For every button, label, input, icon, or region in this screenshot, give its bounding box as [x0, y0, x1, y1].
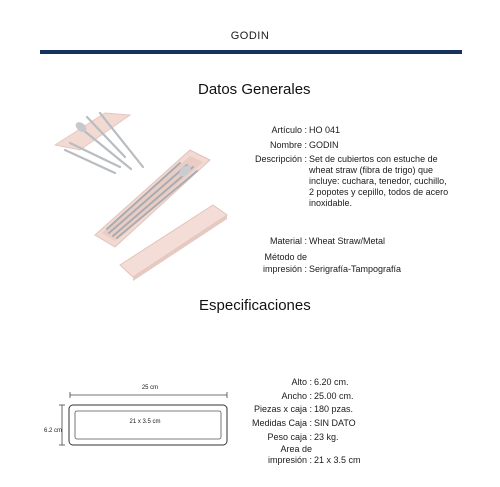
value-ancho: 25.00 cm.	[314, 391, 354, 401]
value-piezas: 180 pzas.	[314, 404, 354, 414]
drawing-width-label: 25 cm	[141, 385, 159, 391]
label-nombre: Nombre :	[269, 140, 307, 150]
label-material: Material :	[269, 236, 307, 246]
label-descripcion: Descripción :	[254, 154, 307, 164]
value-metodo: Serigrafía-Tampografía	[309, 264, 402, 274]
brand-header: GODIN	[230, 30, 270, 42]
value-peso-caja: 23 kg.	[314, 432, 339, 442]
value-area: 21 x 3.5 cm	[314, 455, 361, 465]
drawing-height-label: 6.2 cm	[44, 428, 63, 434]
label-alto: Alto :	[291, 377, 312, 387]
label-articulo: Artículo :	[271, 125, 307, 135]
label-metodo-line2: impresión :	[262, 264, 307, 274]
value-alto: 6.20 cm.	[314, 377, 349, 387]
value-medidas-caja: SIN DATO	[314, 418, 356, 428]
header-rule	[40, 50, 462, 54]
label-ancho: Ancho :	[281, 391, 312, 401]
label-peso-caja: Peso caja :	[267, 432, 312, 442]
drawing-print-area-label: 21 x 3.5 cm	[129, 419, 161, 425]
value-material: Wheat Straw/Metal	[309, 236, 386, 246]
section-title-general: Datos Generales	[198, 81, 311, 98]
value-articulo: HO 041	[309, 125, 341, 135]
label-area-line2: impresión :	[267, 455, 312, 465]
product-image	[45, 105, 240, 285]
label-medidas-caja: Medidas Caja :	[251, 418, 312, 428]
section-title-specs: Especificaciones	[199, 297, 311, 314]
value-nombre: GODIN	[309, 140, 339, 150]
value-descripcion: Set de cubiertos con estuche de wheat straw (fibra de trigo) que incluye: cuchara, tenedor, cuchillo, 2 popotes y cepillo, todos de acero inoxidable.	[309, 154, 449, 208]
label-metodo-line1: Método de	[264, 252, 307, 262]
label-area-line1: Area de	[280, 444, 312, 454]
label-piezas: Piezas x caja :	[253, 404, 312, 414]
